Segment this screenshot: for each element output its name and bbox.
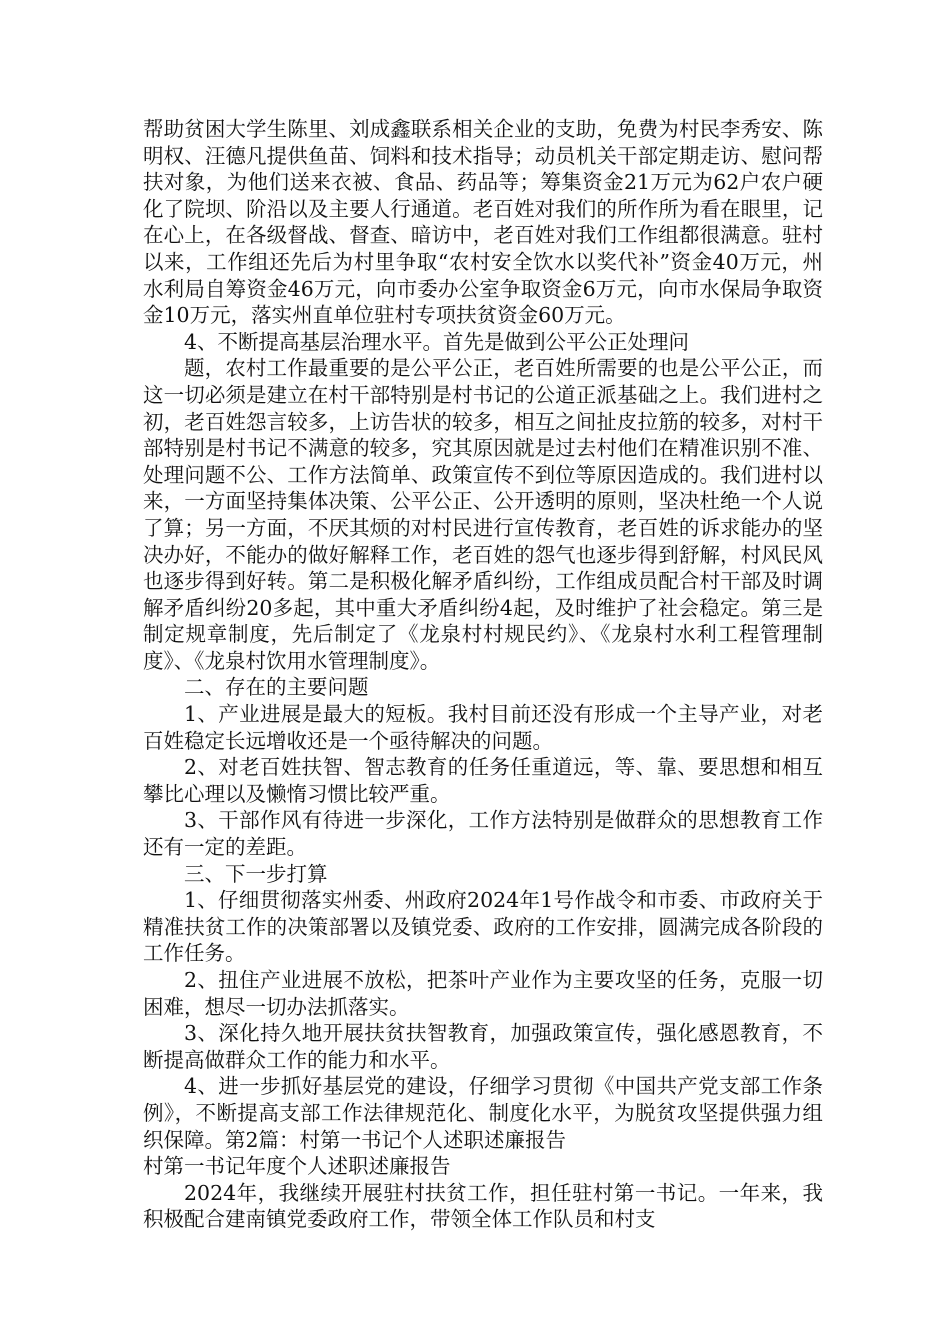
- section-heading-problems: 二、存在的主要问题: [184, 675, 369, 700]
- paragraph-1: 帮助贫困大学生陈里、刘成鑫联系相关企业的支助，免费为村民李秀安、陈明权、汪德凡提供鱼苗、饲料和技术指导；动员机关干部定期走访、慰问帮扶对象，为他们送来衣被、食品、药品等；筹集资金21万元为62户农户硬化了院坝、阶沿以及主要人行通道。老百姓对我们的所作所为看在眼里，记在心上，在各级督战、督查、暗访中，老百姓对我们工作组都很满意。驻村以来，工作组还先后为村里争取“农村安全饮水以奖代补”资金40万元，州水利局自筹资金46万元，向市委办公室争取资金6万元，向市水保局争取资金10万元，落实州直单位驻村专项扶贫资金60万元。: [143, 117, 823, 328]
- paragraph-9: 1、仔细贯彻落实州委、州政府2024年1号作战令和市委、市政府关于精准扶贫工作的决策部署以及镇党委、政府的工作安排，圆满完成各阶段的工作任务。: [143, 888, 823, 966]
- paragraph-14: 2024年，我继续开展驻村扶贫工作，担任驻村第一书记。一年来，我积极配合建南镇党委政府工作，带领全体工作队员和村支: [143, 1180, 823, 1232]
- paragraph-10: 2、扭住产业进展不放松，把茶叶产业作为主要攻坚的任务，克服一切困难，想尽一切办法抓落实。: [143, 968, 823, 1019]
- paragraph-2: 4、不断提高基层治理水平。首先是做到公平公正处理问: [184, 329, 690, 354]
- section-heading-next-steps: 三、下一步打算: [184, 861, 328, 886]
- paragraph-11: 3、深化持久地开展扶贫扶智教育，加强政策宣传，强化感恩教育，不断提高做群众工作的能力和水平。: [143, 1021, 823, 1072]
- paragraph-7: 3、干部作风有待进一步深化，工作方法特别是做群众的思想教育工作还有一定的差距。: [143, 808, 823, 860]
- paragraph-12: 4、进一步抓好基层党的建设，仔细学习贯彻《中国共产党支部工作条例》，不断提高支部工作法律规范化、制度化水平，为脱贫攻坚提供强力组织保障。第2篇：村第一书记个人述职述廉报告: [143, 1074, 823, 1152]
- report-title: 村第一书记年度个人述职述廉报告: [143, 1154, 451, 1179]
- paragraph-3: 题，农村工作最重要的是公平公正，老百姓所需要的也是公平公正，而这一切必须是建立在村干部特别是村书记的公道正派基础之上。我们进村之初，老百姓怨言较多，上访告状的较多，相互之间扯皮拉筋的较多，对村干部特别是村书记不满意的较多，究其原因就是过去村他们在精准识别不准、处理问题不公、工作方法简单、政策宣传不到位等原因造成的。我们进村以来，一方面坚持集体决策、公平公正、公开透明的原则，坚决杜绝一个人说了算；另一方面，不厌其烦的对村民进行宣传教育，老百姓的诉求能办的坚决办好，不能办的做好解释工作，老百姓的怨气也逐步得到舒解，村风民风也逐步得到好转。第二是积极化解矛盾纠纷，工作组成员配合村干部及时调解矛盾纠纷20多起，其中重大矛盾纠纷4起，及时维护了社会稳定。第三是制定规章制度，先后制定了《龙泉村村规民约》、《龙泉村水利工程管理制度》、《龙泉村饮用水管理制度》。: [143, 356, 823, 673]
- document-body: [143, 116, 823, 1233]
- paragraph-6: 2、对老百姓扶智、智志教育的任务任重道远，等、靠、要思想和相互攀比心理以及懒惰习惯比较严重。: [143, 755, 823, 806]
- paragraph-5: 1、产业进展是最大的短板。我村目前还没有形成一个主导产业，对老百姓稳定长远增收还是一个亟待解决的问题。: [143, 702, 823, 753]
